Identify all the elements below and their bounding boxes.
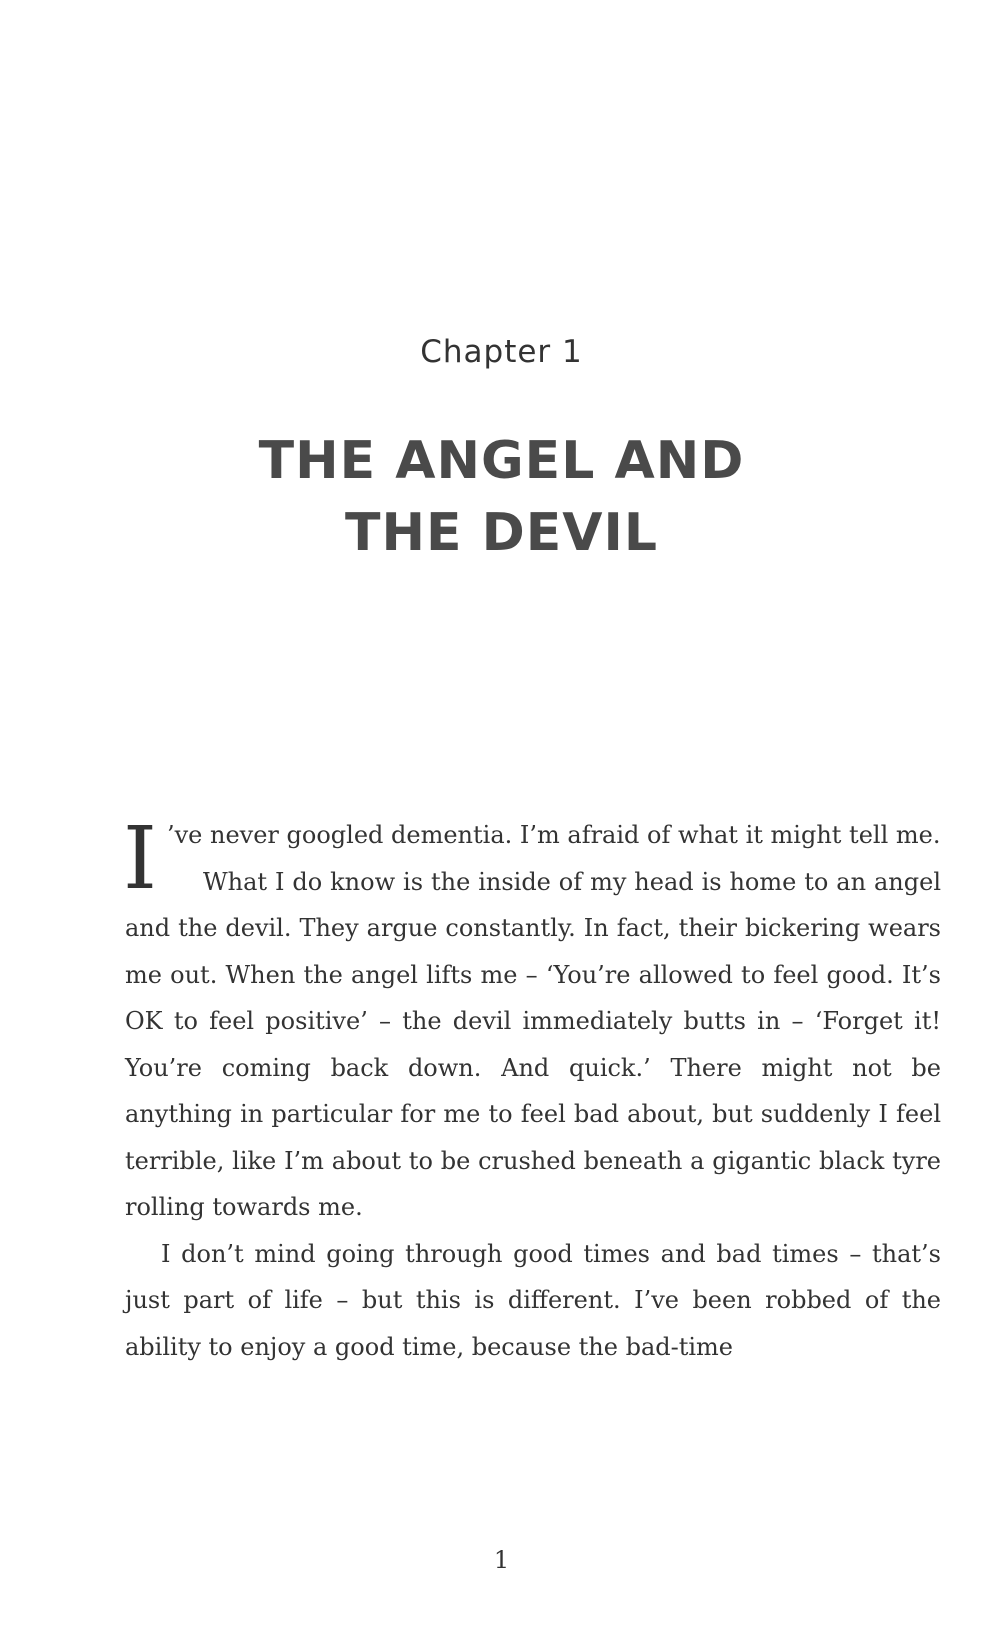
paragraph-2: What I do know is the inside of my head is home to an angel and the devil. They argue constantly. In fact, their bickering wears me out. When the angel lifts me – ‘You’re allowed to feel good. It’s OK to feel positive’ – the devil immediately butts in – ‘Forget it! You’re coming back down. And quick.’ There might not be anything in particular for me to feel bad about, but suddenly I feel terrible, like I’m about to be crushed beneath a gigantic black tyre rolling towards me. — [125, 867, 941, 1221]
chapter-title — [0, 425, 1003, 569]
chapter-number: Chapter 1 — [420, 334, 583, 370]
paragraph-3: I don’t mind going through good times and bad times – that’s just part of life – but this is different. I’ve been robbed of the ability to enjoy a good time, because the bad-time — [125, 1239, 941, 1361]
chapter-title-line-2: THE DEVIL — [344, 503, 659, 563]
page-number: 1 — [493, 1546, 510, 1574]
paragraph-1 — [123, 809, 941, 909]
drop-cap: I — [123, 809, 157, 909]
paragraph-1-text: ’ve never googled dementia. I’m afraid of what it might tell me. — [166, 821, 941, 849]
chapter-title-line-1: THE ANGEL AND — [258, 431, 745, 491]
body-text — [123, 809, 941, 1370]
